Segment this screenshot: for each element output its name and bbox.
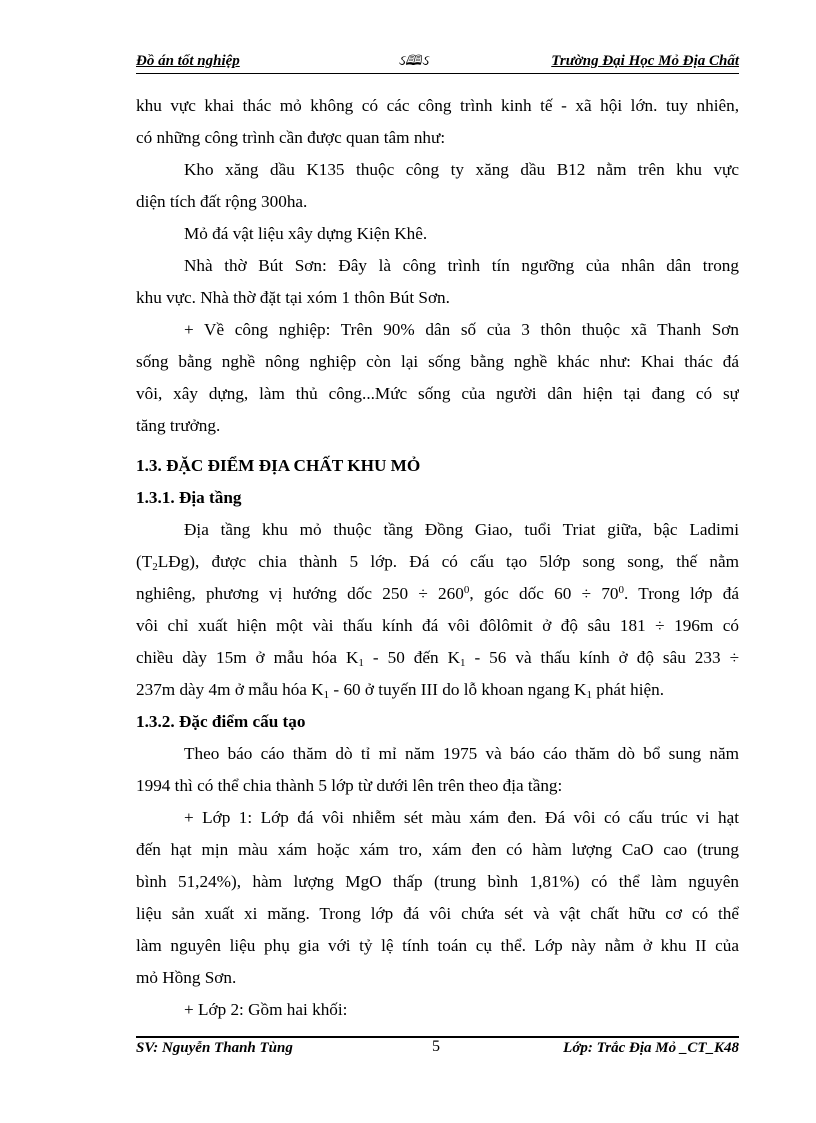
paragraph-line: khu vực. Nhà thờ đặt tại xóm 1 thôn Bút Sơn. bbox=[136, 288, 450, 307]
paragraph-line: có những công trình cần được quan tâm như: bbox=[136, 128, 446, 147]
header-ornament: ઽ🕮ઽ bbox=[398, 54, 429, 69]
subsection-heading: 1.3.1. Địa tầng bbox=[136, 488, 242, 507]
header-rule bbox=[136, 73, 739, 74]
paragraph-line: Theo báo cáo thăm dò tỉ mỉ năm 1975 và báo cáo thăm dò bổ sung năm bbox=[184, 744, 739, 763]
paragraph-line: nghiêng, phương vị hướng dốc $250 \div 260^0$, góc dốc $60 \div 70^0$. Trong lớp đá bbox=[136, 584, 739, 603]
page-footer bbox=[136, 1040, 739, 1062]
section-heading: 1.3. ĐẶC ĐIỂM ĐỊA CHẤT KHU MỎ bbox=[136, 456, 421, 475]
paragraph-line: sống bằng nghề nông nghiệp còn lại sống bằng nghề khác như: Khai thác đá bbox=[136, 352, 739, 371]
paragraph-line: diện tích đất rộng 300ha. bbox=[136, 192, 308, 211]
paragraph-line: khu vực khai thác mỏ không có các công trình kinh tế - xã hội lớn. tuy nhiên, bbox=[136, 96, 739, 115]
subsection-heading: 1.3.2. Đặc điểm cấu tạo bbox=[136, 712, 306, 731]
header-left-text: Đồ án tốt nghiệp bbox=[136, 53, 240, 69]
paragraph-line: + Lớp 1: Lớp đá vôi nhiễm sét màu xám đen. Đá vôi có cấu trúc vi hạt bbox=[184, 808, 739, 827]
paragraph-line: tăng trưởng. bbox=[136, 416, 221, 435]
header-right-text: Trường Đại Học Mỏ Địa Chất bbox=[551, 53, 739, 69]
paragraph-line: làm nguyên liệu phụ gia với tỷ lệ tính toán cụ thể. Lớp này nằm ở khu II của bbox=[136, 936, 739, 955]
paragraph-line: Kho xăng dầu K135 thuộc công ty xăng dầu B12 nằm trên khu vực bbox=[184, 160, 739, 179]
paragraph-line: Nhà thờ Bút Sơn: Đây là công trình tín ngưỡng của nhân dân trong bbox=[184, 256, 739, 275]
paragraph-line: + Về công nghiệp: Trên 90% dân số của 3 thôn thuộc xã Thanh Sơn bbox=[184, 320, 739, 339]
footer-class: Lớp: Trắc Địa Mỏ _CT_K48 bbox=[563, 1040, 739, 1056]
paragraph-line: đến hạt mịn màu xám hoặc xám tro, xám đen có hàm lượng CaO cao (trung bbox=[136, 840, 739, 859]
page-header bbox=[136, 50, 739, 74]
paragraph-line: mỏ Hồng Sơn. bbox=[136, 968, 237, 987]
page-body bbox=[136, 90, 739, 1026]
paragraph-line: 237m dày 4m ở mẫu hóa $K_1 - 60$ ở tuyến III do lỗ khoan ngang $K_1$ phát hiện. bbox=[136, 680, 665, 701]
paragraph-line: vôi, xây dựng, làm thủ công...Mức sống của người dân hiện tại đang có sự bbox=[136, 384, 739, 403]
paragraph-line: 1994 thì có thể chia thành 5 lớp từ dưới lên trên theo địa tầng: bbox=[136, 776, 563, 795]
paragraph-line: + Lớp 2: Gồm hai khối: bbox=[184, 1000, 348, 1019]
paragraph-line: chiều dày 15m ở mẫu hóa $K_1 - 50$ đến $K_1 - 56$ và thấu kính ở độ sâu 233 ÷ bbox=[136, 648, 739, 669]
paragraph-line: bình 51,24%), hàm lượng MgO thấp (trung bình 1,81%) có thể làm nguyên bbox=[136, 872, 739, 891]
paragraph-line: liệu sản xuất xi măng. Trong lớp đá vôi chứa sét và vật chất hữu cơ có thể bbox=[136, 904, 739, 923]
paragraph-line: Mỏ đá vật liệu xây dựng Kiện Khê. bbox=[184, 224, 428, 243]
page-number: 5 bbox=[432, 1038, 440, 1055]
paragraph-line: $(T_2LĐg)$, được chia thành 5 lớp. Đá có cấu tạo 5lớp song song, thế nằm bbox=[136, 552, 739, 573]
footer-student: SV: Nguyễn Thanh Tùng bbox=[136, 1040, 293, 1056]
paragraph-line: Địa tầng khu mỏ thuộc tầng Đồng Giao, tuổi Triat giữa, bậc Ladimi bbox=[184, 520, 739, 539]
paragraph-line: vôi chỉ xuất hiện một vài thấu kính đá vôi đôlômit ở độ sâu 181 ÷ 196m có bbox=[136, 616, 739, 635]
